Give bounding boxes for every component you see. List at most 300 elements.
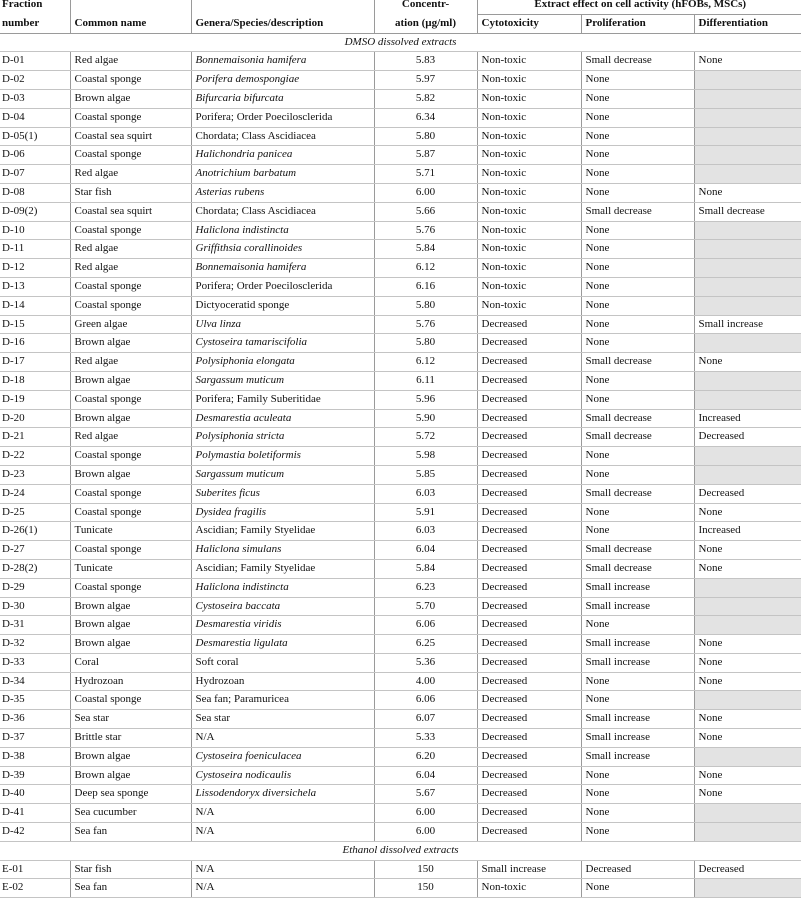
fraction-number-cell: D-34 [0, 672, 70, 691]
concentration-cell: 5.96 [374, 390, 477, 409]
table-row [0, 785, 801, 804]
cytotoxicity-cell: Non-toxic [477, 879, 581, 898]
genera-cell: Hydrozoan [191, 672, 374, 691]
genera-cell: Bonnemaisonia hamifera [191, 259, 374, 278]
fraction-number-cell: D-27 [0, 541, 70, 560]
genera-cell: N/A [191, 729, 374, 748]
cytotoxicity-cell: Decreased [477, 653, 581, 672]
section-row [0, 33, 801, 52]
cytotoxicity-cell: Non-toxic [477, 71, 581, 90]
cytotoxicity-cell: Non-toxic [477, 259, 581, 278]
table-row [0, 672, 801, 691]
proliferation-cell: Small decrease [581, 559, 694, 578]
proliferation-cell: None [581, 108, 694, 127]
table-row [0, 484, 801, 503]
cytotoxicity-cell: Decreased [477, 710, 581, 729]
differentiation-cell: Decreased [694, 860, 801, 879]
concentration-cell: 6.07 [374, 710, 477, 729]
differentiation-header: Differentiation [694, 14, 801, 33]
differentiation-cell [694, 221, 801, 240]
table-row [0, 597, 801, 616]
cytotoxicity-cell: Decreased [477, 729, 581, 748]
fraction-number-cell: D-37 [0, 729, 70, 748]
proliferation-cell: None [581, 71, 694, 90]
differentiation-cell: None [694, 52, 801, 71]
proliferation-cell: Small decrease [581, 541, 694, 560]
common-name-cell: Brown algae [70, 409, 191, 428]
proliferation-cell: None [581, 371, 694, 390]
differentiation-cell [694, 597, 801, 616]
differentiation-cell [694, 127, 801, 146]
cytotoxicity-cell: Decreased [477, 635, 581, 654]
common-name-cell: Coastal sponge [70, 221, 191, 240]
fraction-number-cell: D-02 [0, 71, 70, 90]
concentration-cell: 6.00 [374, 183, 477, 202]
concentration-cell: 5.70 [374, 597, 477, 616]
concentration-cell: 5.80 [374, 334, 477, 353]
cytotoxicity-cell: Decreased [477, 785, 581, 804]
fraction-number-cell: D-39 [0, 766, 70, 785]
concentration-cell: 6.25 [374, 635, 477, 654]
proliferation-cell: None [581, 146, 694, 165]
cytotoxicity-cell: Decreased [477, 371, 581, 390]
differentiation-cell [694, 447, 801, 466]
table-row [0, 635, 801, 654]
table-row [0, 465, 801, 484]
concentration-cell: 5.33 [374, 729, 477, 748]
concentration-cell: 6.04 [374, 541, 477, 560]
cytotoxicity-cell: Non-toxic [477, 183, 581, 202]
fraction-number-cell: D-42 [0, 823, 70, 842]
differentiation-cell [694, 108, 801, 127]
fraction-number-cell: D-28(2) [0, 559, 70, 578]
fraction-number-cell: E-02 [0, 879, 70, 898]
differentiation-cell: None [694, 710, 801, 729]
concentration-cell: 5.36 [374, 653, 477, 672]
genera-cell: Dictyoceratid sponge [191, 296, 374, 315]
proliferation-cell: None [581, 672, 694, 691]
table-row [0, 390, 801, 409]
table-row [0, 522, 801, 541]
fraction-number-cell: D-24 [0, 484, 70, 503]
proliferation-cell: Small decrease [581, 202, 694, 221]
fraction-number-cell: D-19 [0, 390, 70, 409]
fraction-number-cell: D-18 [0, 371, 70, 390]
cytotoxicity-cell: Non-toxic [477, 89, 581, 108]
differentiation-cell [694, 334, 801, 353]
proliferation-cell: None [581, 503, 694, 522]
differentiation-cell: None [694, 353, 801, 372]
differentiation-cell [694, 804, 801, 823]
fraction-number-cell: D-41 [0, 804, 70, 823]
concentration-cell: 6.06 [374, 616, 477, 635]
genera-cell: Suberites ficus [191, 484, 374, 503]
genera-cell: N/A [191, 860, 374, 879]
concentration-unit-header: ation (µg/ml) [374, 14, 477, 33]
header-row-2 [0, 14, 801, 33]
proliferation-cell: None [581, 127, 694, 146]
table-row [0, 409, 801, 428]
table-row [0, 52, 801, 71]
cytotoxicity-cell: Decreased [477, 747, 581, 766]
fraction-number-cell: D-40 [0, 785, 70, 804]
table-row [0, 353, 801, 372]
genera-cell: Cystoseira foeniculacea [191, 747, 374, 766]
table-row [0, 127, 801, 146]
genera-cell: Soft coral [191, 653, 374, 672]
concentration-cell: 150 [374, 860, 477, 879]
common-name-cell: Sea cucumber [70, 804, 191, 823]
proliferation-cell: Small increase [581, 729, 694, 748]
fraction-number-cell: D-04 [0, 108, 70, 127]
genera-cell: Polymastia boletiformis [191, 447, 374, 466]
genera-cell: Desmarestia ligulata [191, 635, 374, 654]
common-name-cell: Coastal sponge [70, 447, 191, 466]
cytotoxicity-cell: Decreased [477, 691, 581, 710]
fraction-number-header: number [0, 14, 70, 33]
cytotoxicity-cell: Decreased [477, 522, 581, 541]
proliferation-cell: None [581, 240, 694, 259]
differentiation-cell: Decreased [694, 428, 801, 447]
genera-cell: Sea star [191, 710, 374, 729]
cytotoxicity-cell: Decreased [477, 616, 581, 635]
proliferation-cell: Small increase [581, 597, 694, 616]
common-name-cell: Sea fan [70, 823, 191, 842]
table-row [0, 616, 801, 635]
differentiation-cell [694, 89, 801, 108]
fraction-number-cell: D-08 [0, 183, 70, 202]
genera-cell: Desmarestia viridis [191, 616, 374, 635]
common-name-cell: Coastal sea squirt [70, 127, 191, 146]
table-row [0, 747, 801, 766]
genera-cell: Asterias rubens [191, 183, 374, 202]
concentration-cell: 5.80 [374, 296, 477, 315]
genera-cell: Ascidian; Family Styelidae [191, 522, 374, 541]
concentration-cell: 5.85 [374, 465, 477, 484]
common-name-cell: Brown algae [70, 89, 191, 108]
table-row [0, 860, 801, 879]
table-row [0, 447, 801, 466]
fraction-number-cell: D-07 [0, 165, 70, 184]
differentiation-cell [694, 465, 801, 484]
cytotoxicity-cell: Decreased [477, 484, 581, 503]
genera-cell: Chordata; Class Ascidiacea [191, 202, 374, 221]
cytotoxicity-cell: Decreased [477, 315, 581, 334]
genera-cell: Porifera; Order Poecilosclerida [191, 277, 374, 296]
table-row [0, 541, 801, 560]
effect-header: Extract effect on cell activity (hFOBs, MSCs) [477, 0, 801, 14]
differentiation-cell [694, 277, 801, 296]
genera-cell: Polysiphonia stricta [191, 428, 374, 447]
genera-cell: Porifera demospongiae [191, 71, 374, 90]
proliferation-cell: None [581, 616, 694, 635]
table-row [0, 578, 801, 597]
common-name-cell: Tunicate [70, 559, 191, 578]
differentiation-cell [694, 259, 801, 278]
genera-cell: Cystoseira nodicaulis [191, 766, 374, 785]
proliferation-cell: None [581, 879, 694, 898]
cytotoxicity-cell: Decreased [477, 823, 581, 842]
fraction-number-cell: D-36 [0, 710, 70, 729]
differentiation-cell: None [694, 503, 801, 522]
proliferation-cell: Small decrease [581, 353, 694, 372]
genera-cell: Polysiphonia elongata [191, 353, 374, 372]
fraction-header: Fraction [2, 0, 43, 11]
common-name-cell: Red algae [70, 428, 191, 447]
proliferation-cell: None [581, 691, 694, 710]
common-name-cell: Brown algae [70, 597, 191, 616]
fraction-number-cell: D-06 [0, 146, 70, 165]
fraction-number-cell: D-03 [0, 89, 70, 108]
concentration-cell: 5.80 [374, 127, 477, 146]
common-name-cell: Brown algae [70, 766, 191, 785]
proliferation-cell: Small increase [581, 653, 694, 672]
concentration-cell: 5.76 [374, 221, 477, 240]
concentration-cell: 6.16 [374, 277, 477, 296]
genera-header: Genera/Species/description [191, 14, 374, 33]
genera-cell: Cystoseira tamariscifolia [191, 334, 374, 353]
cytotoxicity-cell: Decreased [477, 353, 581, 372]
fraction-number-cell: E-01 [0, 860, 70, 879]
proliferation-cell: None [581, 277, 694, 296]
common-name-cell: Red algae [70, 52, 191, 71]
genera-cell: Lissodendoryx diversichela [191, 785, 374, 804]
differentiation-cell: Small decrease [694, 202, 801, 221]
table-row [0, 221, 801, 240]
proliferation-cell: Small decrease [581, 428, 694, 447]
concentration-cell: 5.71 [374, 165, 477, 184]
differentiation-cell: None [694, 729, 801, 748]
differentiation-cell: None [694, 183, 801, 202]
differentiation-cell: None [694, 559, 801, 578]
cytotoxicity-cell: Non-toxic [477, 296, 581, 315]
genera-cell: Porifera; Order Poecilosclerida [191, 108, 374, 127]
section-title: DMSO dissolved extracts [0, 33, 801, 52]
fraction-number-cell: D-05(1) [0, 127, 70, 146]
table-row [0, 315, 801, 334]
table-row [0, 89, 801, 108]
cytotoxicity-cell: Non-toxic [477, 277, 581, 296]
common-name-cell: Coastal sponge [70, 296, 191, 315]
genera-cell: N/A [191, 823, 374, 842]
cytotoxicity-cell: Non-toxic [477, 202, 581, 221]
genera-cell: N/A [191, 879, 374, 898]
differentiation-cell [694, 71, 801, 90]
proliferation-cell: Small decrease [581, 409, 694, 428]
cytotoxicity-cell: Decreased [477, 465, 581, 484]
differentiation-cell: Decreased [694, 484, 801, 503]
proliferation-cell: None [581, 390, 694, 409]
genera-cell: Desmarestia aculeata [191, 409, 374, 428]
genera-cell: Bifurcaria bifurcata [191, 89, 374, 108]
common-name-cell: Coastal sponge [70, 146, 191, 165]
proliferation-cell: None [581, 221, 694, 240]
differentiation-cell: None [694, 785, 801, 804]
common-name-cell: Coastal sponge [70, 578, 191, 597]
cytotoxicity-cell: Non-toxic [477, 127, 581, 146]
concentration-cell: 5.97 [374, 71, 477, 90]
differentiation-cell [694, 371, 801, 390]
common-name-cell: Coastal sponge [70, 691, 191, 710]
fraction-number-cell: D-35 [0, 691, 70, 710]
genera-cell: Halichondria panicea [191, 146, 374, 165]
fraction-number-cell: D-25 [0, 503, 70, 522]
common-name-cell: Brown algae [70, 465, 191, 484]
table-row [0, 729, 801, 748]
table-row [0, 804, 801, 823]
differentiation-cell: Small increase [694, 315, 801, 334]
table-row [0, 428, 801, 447]
concentration-cell: 6.03 [374, 522, 477, 541]
cytotoxicity-cell: Decreased [477, 559, 581, 578]
proliferation-cell: None [581, 823, 694, 842]
proliferation-cell: None [581, 296, 694, 315]
fraction-number-cell: D-12 [0, 259, 70, 278]
proliferation-cell: Decreased [581, 860, 694, 879]
concentration-cell: 5.83 [374, 52, 477, 71]
differentiation-cell [694, 578, 801, 597]
concentration-cell: 5.90 [374, 409, 477, 428]
proliferation-cell: None [581, 259, 694, 278]
differentiation-cell [694, 616, 801, 635]
common-name-header: Common name [70, 14, 191, 33]
common-name-cell: Star fish [70, 183, 191, 202]
differentiation-cell: None [694, 635, 801, 654]
cytotoxicity-cell: Decreased [477, 334, 581, 353]
concentration-cell: 5.84 [374, 559, 477, 578]
concentration-cell: 6.00 [374, 804, 477, 823]
proliferation-cell: None [581, 465, 694, 484]
common-name-cell: Brown algae [70, 635, 191, 654]
cytotoxicity-cell: Decreased [477, 541, 581, 560]
concentration-cell: 6.11 [374, 371, 477, 390]
cytotoxicity-cell: Decreased [477, 578, 581, 597]
table-row [0, 503, 801, 522]
cytotoxicity-cell: Decreased [477, 597, 581, 616]
cytotoxicity-cell: Decreased [477, 390, 581, 409]
cytotoxicity-cell: Decreased [477, 503, 581, 522]
fraction-number-cell: D-38 [0, 747, 70, 766]
common-name-cell: Coastal sponge [70, 71, 191, 90]
cytotoxicity-cell: Small increase [477, 860, 581, 879]
differentiation-cell [694, 146, 801, 165]
concentration-header: Concentr- [374, 0, 477, 14]
differentiation-cell: None [694, 766, 801, 785]
differentiation-cell: Increased [694, 409, 801, 428]
table-row [0, 653, 801, 672]
fraction-number-cell: D-16 [0, 334, 70, 353]
fraction-number-cell: D-01 [0, 52, 70, 71]
cytotoxicity-cell: Non-toxic [477, 240, 581, 259]
common-name-cell: Brown algae [70, 334, 191, 353]
concentration-cell: 5.98 [374, 447, 477, 466]
cytotoxicity-cell: Decreased [477, 409, 581, 428]
table-row [0, 240, 801, 259]
common-name-cell: Red algae [70, 259, 191, 278]
differentiation-cell: None [694, 653, 801, 672]
table-row [0, 146, 801, 165]
table-row [0, 108, 801, 127]
concentration-cell: 6.00 [374, 823, 477, 842]
table-row [0, 296, 801, 315]
fraction-number-cell: D-30 [0, 597, 70, 616]
cytotoxicity-cell: Decreased [477, 766, 581, 785]
genera-cell: Ascidian; Family Styelidae [191, 559, 374, 578]
proliferation-cell: Small increase [581, 635, 694, 654]
genera-cell: Bonnemaisonia hamifera [191, 52, 374, 71]
genera-cell: Dysidea fragilis [191, 503, 374, 522]
proliferation-cell: None [581, 315, 694, 334]
table-row [0, 277, 801, 296]
table-row [0, 559, 801, 578]
cytotoxicity-cell: Non-toxic [477, 221, 581, 240]
common-name-cell: Red algae [70, 240, 191, 259]
common-name-cell: Coastal sponge [70, 541, 191, 560]
fraction-number-cell: D-29 [0, 578, 70, 597]
proliferation-cell: Small decrease [581, 52, 694, 71]
genera-cell: Haliclona indistincta [191, 578, 374, 597]
cytotoxicity-cell: Decreased [477, 804, 581, 823]
common-name-cell: Coastal sea squirt [70, 202, 191, 221]
fraction-number-cell: D-21 [0, 428, 70, 447]
common-name-cell: Sea fan [70, 879, 191, 898]
section-title: Ethanol dissolved extracts [0, 841, 801, 860]
cytotoxicity-cell: Non-toxic [477, 165, 581, 184]
proliferation-header: Proliferation [581, 14, 694, 33]
common-name-cell: Red algae [70, 353, 191, 372]
common-name-cell: Hydrozoan [70, 672, 191, 691]
concentration-cell: 5.66 [374, 202, 477, 221]
concentration-cell: 6.06 [374, 691, 477, 710]
proliferation-cell: None [581, 447, 694, 466]
fraction-number-cell: D-17 [0, 353, 70, 372]
proliferation-cell: None [581, 766, 694, 785]
proliferation-cell: Small increase [581, 710, 694, 729]
cytotoxicity-cell: Decreased [477, 428, 581, 447]
concentration-cell: 6.12 [374, 259, 477, 278]
fraction-number-cell: D-11 [0, 240, 70, 259]
table-row [0, 202, 801, 221]
concentration-cell: 6.23 [374, 578, 477, 597]
proliferation-cell: None [581, 334, 694, 353]
fraction-number-cell: D-15 [0, 315, 70, 334]
concentration-cell: 6.12 [374, 353, 477, 372]
common-name-cell: Brown algae [70, 747, 191, 766]
concentration-cell: 5.67 [374, 785, 477, 804]
common-name-cell: Coastal sponge [70, 503, 191, 522]
differentiation-cell [694, 165, 801, 184]
proliferation-cell: Small increase [581, 578, 694, 597]
proliferation-cell: None [581, 785, 694, 804]
genera-cell: Sea fan; Paramuricea [191, 691, 374, 710]
proliferation-cell: Small increase [581, 747, 694, 766]
common-name-cell: Brown algae [70, 616, 191, 635]
fraction-number-cell: D-26(1) [0, 522, 70, 541]
proliferation-cell: None [581, 804, 694, 823]
differentiation-cell [694, 823, 801, 842]
table-row [0, 259, 801, 278]
differentiation-cell: None [694, 541, 801, 560]
fraction-number-cell: D-14 [0, 296, 70, 315]
differentiation-cell [694, 879, 801, 898]
differentiation-cell [694, 691, 801, 710]
table-body [0, 33, 801, 898]
proliferation-cell: Small decrease [581, 484, 694, 503]
table-row [0, 71, 801, 90]
genera-cell: Cystoseira baccata [191, 597, 374, 616]
header-row-1 [0, 0, 801, 14]
concentration-cell: 6.04 [374, 766, 477, 785]
